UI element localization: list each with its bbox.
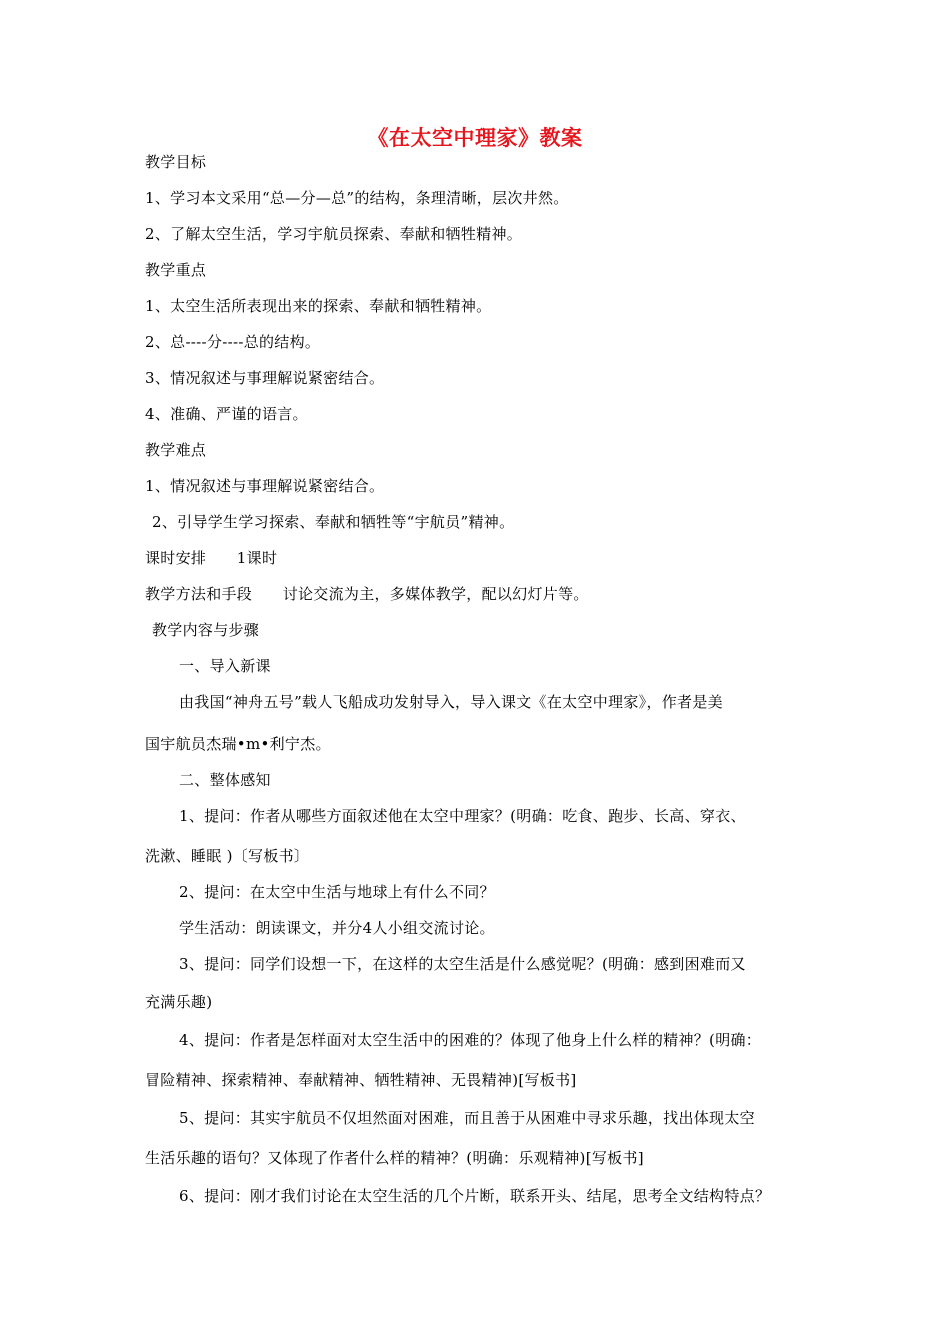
intro-paragraph-line-2: 国宇航员杰瑞•m•利宁杰。 (145, 735, 331, 753)
question-5-line-1: 5、提问：其实宇航员不仅坦然面对困难，而且善于从困难中寻求乐趣，找出体现太空 (179, 1109, 755, 1127)
difficulty-1: 1、情况叙述与事理解说紧密结合。 (145, 477, 385, 495)
question-3-line-2: 充满乐趣) (145, 993, 213, 1011)
heading-teaching-goals: 教学目标 (145, 153, 207, 171)
goal-item-1: 1、学习本文采用“总—分—总”的结构，条理清晰，层次井然。 (145, 189, 569, 207)
key-point-3: 3、情况叙述与事理解说紧密结合。 (145, 369, 385, 387)
goal-item-2: 2、了解太空生活，学习宇航员探索、奉献和牺牲精神。 (145, 225, 523, 243)
difficulty-2: 2、引导学生学习探索、奉献和牺牲等“宇航员”精神。 (152, 513, 515, 531)
question-2: 2、提问：在太空中生活与地球上有什么不同？ (179, 883, 495, 901)
question-1-line-1: 1、提问：作者从哪些方面叙述他在太空中理家？(明确：吃食、跑步、长高、穿衣、 (179, 807, 746, 825)
lesson-schedule: 课时安排 1课时 (145, 549, 278, 567)
document-title: 《在太空中理家》教案 (367, 125, 583, 150)
heading-key-points: 教学重点 (145, 261, 207, 279)
question-3-line-1: 3、提问：同学们设想一下，在这样的太空生活是什么感觉呢？(明确：感到困难而又 (179, 955, 746, 973)
key-point-2: 2、总----分----总的结构。 (145, 333, 321, 351)
question-6: 6、提问：刚才我们讨论在太空生活的几个片断，联系开头、结尾，思考全文结构特点？ (179, 1187, 771, 1205)
intro-paragraph-line-1: 由我国“神舟五号”载人飞船成功发射导入，导入课文《在太空中理家》，作者是美 (179, 693, 723, 711)
question-5-line-2: 生活乐趣的语句？又体现了作者什么样的精神？(明确：乐观精神)[写板书] (145, 1149, 644, 1167)
heading-content-steps: 教学内容与步骤 (152, 621, 260, 639)
question-4-line-2: 冒险精神、探索精神、奉献精神、牺牲精神、无畏精神)[写板书] (145, 1071, 577, 1089)
teaching-methods: 教学方法和手段 讨论交流为主，多媒体教学，配以幻灯片等。 (145, 585, 589, 603)
section-overall-perception: 二、整体感知 (179, 771, 271, 789)
question-1-line-2: 洗漱、睡眠 )〔写板书〕 (145, 847, 310, 865)
question-4-line-1: 4、提问：作者是怎样面对太空生活中的困难的？体现了他身上什么样的精神？(明确： (179, 1031, 762, 1049)
heading-difficulties: 教学难点 (145, 441, 207, 459)
key-point-1: 1、太空生活所表现出来的探索、奉献和牺牲精神。 (145, 297, 492, 315)
student-activity: 学生活动：朗读课文，并分4人小组交流讨论。 (179, 919, 495, 937)
key-point-4: 4、准确、严谨的语言。 (145, 405, 308, 423)
section-introduction: 一、导入新课 (179, 657, 271, 675)
